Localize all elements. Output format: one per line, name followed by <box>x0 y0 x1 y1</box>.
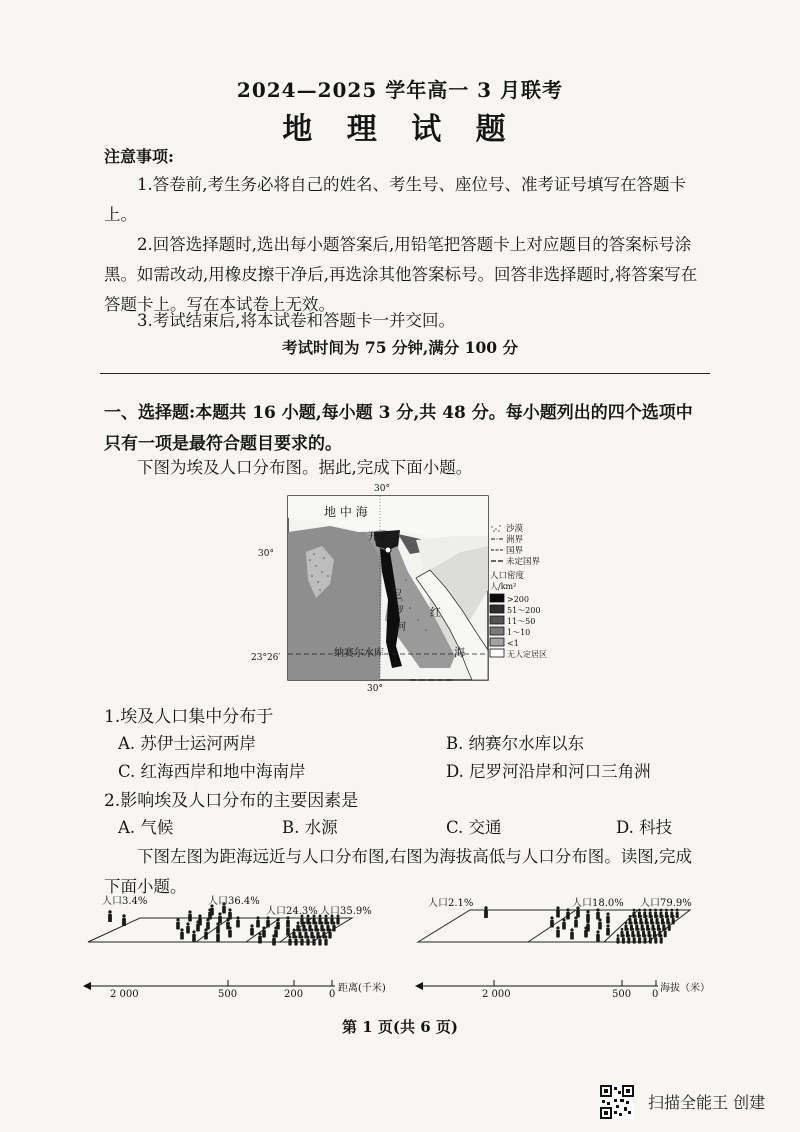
tick-0: 0 <box>652 989 659 1000</box>
legend-swatch <box>490 638 504 646</box>
label-pop-79.9: 人口79.9% <box>640 898 692 909</box>
person-icon <box>633 934 636 937</box>
person-icon <box>654 934 657 937</box>
person-icon <box>301 936 304 939</box>
person-icon <box>204 932 208 940</box>
map-lon-top: 30° <box>374 484 390 494</box>
qr-code-icon <box>600 1085 634 1119</box>
map-sea-label: 地 中 海 <box>324 505 368 519</box>
person-icon <box>329 929 332 932</box>
notice-heading: 注意事项: <box>104 147 174 166</box>
person-icon <box>616 937 619 943</box>
person-icon <box>305 929 308 932</box>
person-icon <box>216 930 219 933</box>
tick-500: 500 <box>612 989 632 1000</box>
person-icon <box>192 934 196 942</box>
person-icon <box>629 915 632 918</box>
person-icon <box>286 928 290 936</box>
tick-2000: 2 000 <box>482 989 511 1000</box>
map-city-label: 开罗 <box>368 532 388 543</box>
person-icon <box>196 924 200 932</box>
notice-item-1: 1.答卷前,考生务必将自己的姓名、考生号、座位号、准考证号填写在答题卡上。 <box>104 175 686 224</box>
person-icon <box>566 908 569 911</box>
person-icon <box>312 939 315 946</box>
person-icon <box>638 937 641 943</box>
person-icon <box>622 934 625 937</box>
tick-200: 200 <box>284 989 304 1000</box>
person-icon <box>272 934 275 937</box>
person-icon <box>586 910 589 913</box>
person-icon <box>286 924 289 927</box>
person-icon <box>645 915 648 918</box>
person-icon <box>657 921 660 924</box>
person-icon <box>630 921 633 924</box>
map-lat-tropic: 23°26′ <box>251 653 281 663</box>
person-icon <box>570 932 574 940</box>
person-icon <box>643 909 646 912</box>
egypt-population-map <box>250 480 547 695</box>
label-pop-24.3: 人口24.3% <box>266 906 318 917</box>
person-icon <box>668 921 671 924</box>
legend-swatch <box>490 605 504 613</box>
map-river-label-2: 罗 <box>394 606 404 617</box>
person-icon <box>108 914 112 922</box>
person-icon <box>256 920 260 928</box>
legend-swatch <box>490 616 504 624</box>
label-pop-3.4: 人口3.4% <box>102 896 148 907</box>
person-icon <box>176 918 179 921</box>
person-icon <box>649 909 652 912</box>
person-icon <box>664 931 667 937</box>
person-icon <box>317 929 320 932</box>
legend-density-class: >200 <box>507 595 529 604</box>
person-icon <box>321 922 324 925</box>
tick-500: 500 <box>218 989 238 1000</box>
person-icon <box>228 926 231 929</box>
person-icon <box>635 921 638 924</box>
person-icon <box>327 922 330 925</box>
person-icon <box>299 929 302 932</box>
legend-density-class: <1 <box>507 639 519 648</box>
person-icon <box>662 921 665 924</box>
q1-option-d: D. 尼罗河沿岸和河口三角洲 <box>446 762 651 781</box>
person-icon <box>661 915 664 918</box>
people-icons <box>484 906 679 943</box>
person-icon <box>633 937 636 943</box>
person-icon <box>228 912 232 920</box>
person-icon <box>303 922 306 925</box>
person-icon <box>606 928 610 936</box>
legend-density-class: 51～200 <box>507 606 541 615</box>
person-icon <box>598 922 602 930</box>
person-icon <box>293 929 296 932</box>
person-icon <box>325 936 328 939</box>
person-icon <box>204 928 207 931</box>
person-icon <box>309 922 312 925</box>
person-icon <box>584 930 588 938</box>
person-icon <box>644 934 647 937</box>
person-icon <box>649 934 652 937</box>
q2-option-c: C. 交通 <box>446 818 502 837</box>
person-icon <box>288 939 291 946</box>
q1-option-c: C. 红海西岸和地中海南岸 <box>118 762 306 781</box>
person-icon <box>188 914 192 922</box>
legend-swatch <box>490 649 504 657</box>
watermark-text: 扫描全能王 创建 <box>648 1093 766 1112</box>
person-icon <box>262 930 266 938</box>
map-river-label-1: 尼 <box>392 590 402 601</box>
person-icon <box>311 929 314 932</box>
person-icon <box>617 934 620 937</box>
person-icon <box>627 937 630 943</box>
person-icon <box>122 914 125 917</box>
exam-time: 考试时间为 75 分钟,满分 100 分 <box>282 338 518 357</box>
person-icon <box>228 930 232 938</box>
person-icon <box>188 910 191 913</box>
notice-item-2: 2.回答选择题时,选出每小题答案后,用铅笔把答题卡上对应题目的答案标号涂黑。如需改动,用橡皮擦干净后,再选涂其他答案标号。回答非选择题时,将答案写在答题卡上。写在本试卷上无效。 <box>104 235 698 314</box>
person-icon <box>319 936 322 939</box>
person-icon <box>570 928 573 931</box>
person-icon <box>646 921 649 924</box>
person-icon <box>641 921 644 924</box>
map-red-sea-label-2: 海 <box>454 646 465 659</box>
person-icon <box>218 916 222 924</box>
divider <box>100 373 710 374</box>
person-icon <box>627 934 630 937</box>
person-icon <box>562 918 565 921</box>
person-icon <box>652 921 655 924</box>
person-icon <box>586 914 590 922</box>
person-icon <box>228 908 231 911</box>
person-icon <box>660 937 663 943</box>
person-icon <box>654 937 657 943</box>
label-pop-18.0: 人口18.0% <box>572 898 624 909</box>
person-icon <box>108 910 111 913</box>
legend-swatch <box>490 594 504 602</box>
legend-density-class: 11～50 <box>507 617 536 626</box>
map-lat-30: 30° <box>258 549 274 559</box>
person-icon <box>180 928 183 931</box>
person-icon <box>598 918 601 921</box>
person-icon <box>672 915 675 918</box>
person-icon <box>556 906 559 909</box>
person-icon <box>210 908 214 916</box>
person-icon <box>250 924 253 927</box>
person-icon <box>622 937 625 943</box>
person-icon <box>584 926 587 929</box>
person-icon <box>122 918 126 926</box>
person-icon <box>336 918 339 925</box>
person-icon <box>318 939 321 946</box>
section-heading: 一、选择题:本题共 16 小题,每小题 3 分,共 48 分。每小题列出的四个选项中只有一项是最符合题目要求的。 <box>104 403 693 454</box>
person-icon <box>656 915 659 918</box>
person-icon <box>186 926 190 934</box>
tick-2000: 2 000 <box>110 989 139 1000</box>
person-icon <box>272 938 276 946</box>
person-icon <box>660 909 663 912</box>
person-icon <box>670 909 673 912</box>
person-icon <box>180 932 184 940</box>
person-icon <box>307 936 310 939</box>
legend-density-class: 1～10 <box>507 628 531 637</box>
person-icon <box>672 918 675 924</box>
person-icon <box>289 936 292 939</box>
legend-undefined-border: 未定国界 <box>506 557 541 567</box>
question-1-stem: 1.埃及人口集中分布于 <box>104 707 274 727</box>
person-icon <box>276 918 279 921</box>
person-icon <box>668 924 671 930</box>
person-icon <box>642 928 645 931</box>
person-icon <box>562 922 566 930</box>
person-icon <box>300 939 303 946</box>
exam-subtitle: 2024—2025 学年高一 3 月联考 <box>236 78 564 102</box>
person-icon <box>196 920 199 923</box>
person-icon <box>638 909 641 912</box>
person-icon <box>262 926 265 929</box>
label-pop-2.1: 人口2.1% <box>428 898 474 909</box>
legend-border: 国界 <box>506 546 524 556</box>
person-icon <box>556 930 560 938</box>
person-icon <box>676 912 679 918</box>
person-icon <box>176 922 180 930</box>
person-icon <box>631 928 634 931</box>
person-icon <box>638 934 641 937</box>
intro-map: 下图为埃及人口分布图。据此,完成下面小题。 <box>137 458 473 477</box>
person-icon <box>297 922 300 925</box>
person-icon <box>236 916 239 919</box>
person-icon <box>323 929 326 932</box>
person-icon <box>324 939 327 946</box>
intro-charts: 下图左图为距海远近与人口分布图,右图为海拔高低与人口分布图。读图,完成下面小题。 <box>104 847 692 896</box>
legend-continent: 洲界 <box>506 535 524 545</box>
person-icon <box>653 928 656 931</box>
person-icon <box>649 937 652 943</box>
map-lon-bottom: 30° <box>367 684 383 694</box>
person-icon <box>643 937 646 943</box>
person-icon <box>550 916 553 919</box>
legend-desert: 沙漠 <box>506 524 524 534</box>
person-icon <box>258 936 262 944</box>
person-icon <box>206 922 210 930</box>
person-icon <box>222 906 226 914</box>
person-icon <box>664 928 667 931</box>
person-icon <box>648 928 651 931</box>
axis-distance: 距离(千米) <box>338 983 386 994</box>
person-icon <box>295 936 298 939</box>
person-icon <box>660 934 663 937</box>
person-icon <box>596 912 600 920</box>
person-icon <box>574 916 577 919</box>
person-icon <box>328 932 331 939</box>
person-icon <box>216 922 219 925</box>
person-icon <box>639 915 642 918</box>
person-icon <box>333 922 336 925</box>
person-icon <box>274 926 277 929</box>
person-icon <box>654 909 657 912</box>
person-icon <box>258 932 261 935</box>
map-legend <box>490 523 547 659</box>
person-icon <box>626 928 629 931</box>
altitude-population-chart <box>408 896 708 1001</box>
person-icon <box>250 928 254 936</box>
question-2-stem: 2.影响埃及人口分布的主要因素是 <box>104 791 359 811</box>
person-icon <box>574 920 578 928</box>
person-icon <box>218 912 221 915</box>
legend-density-unit: 人/km² <box>490 582 517 591</box>
person-icon <box>676 909 679 912</box>
person-icon <box>634 915 637 918</box>
person-icon <box>606 912 609 915</box>
legend-density-title: 人口密度 <box>490 571 525 581</box>
person-icon <box>621 928 624 931</box>
person-icon <box>294 939 297 946</box>
person-icon <box>313 936 316 939</box>
person-icon <box>596 934 600 942</box>
person-icon <box>556 910 560 918</box>
q2-option-b: B. 水源 <box>282 818 338 837</box>
tick-0: 0 <box>329 989 336 1000</box>
person-icon <box>226 918 229 921</box>
person-icon <box>650 915 653 918</box>
person-icon <box>306 939 309 946</box>
person-icon <box>206 918 209 921</box>
q1-option-b: B. 纳赛尔水库以东 <box>446 734 585 753</box>
person-icon <box>625 921 628 924</box>
axis-altitude: 海拔（米） <box>660 983 710 994</box>
person-icon <box>484 910 488 918</box>
person-icon <box>332 925 335 932</box>
person-icon <box>606 924 609 927</box>
map-river-label-3: 河 <box>396 622 406 633</box>
label-pop-36.4: 人口36.4% <box>208 896 260 907</box>
person-icon <box>484 906 487 909</box>
legend-density-class: 无人定居区 <box>507 650 547 659</box>
person-icon <box>566 912 570 920</box>
person-icon <box>637 928 640 931</box>
person-icon <box>665 909 668 912</box>
person-icon <box>586 920 589 923</box>
person-icon <box>658 928 661 931</box>
map-red-sea-label-1: 红 <box>430 606 441 619</box>
label-pop-35.9: 人口35.9% <box>320 906 372 917</box>
person-icon <box>550 920 554 928</box>
person-icon <box>186 922 189 925</box>
q2-option-a: A. 气候 <box>118 818 174 837</box>
person-icon <box>576 910 580 918</box>
person-icon <box>198 914 201 917</box>
page-footer: 第 1 页(共 6 页) <box>342 1018 458 1036</box>
person-icon <box>606 916 610 924</box>
q2-option-d: D. 科技 <box>616 818 673 837</box>
person-icon <box>236 920 240 928</box>
person-icon <box>256 916 259 919</box>
person-icon <box>556 926 559 929</box>
person-icon <box>596 930 599 933</box>
person-icon <box>192 930 195 933</box>
person-icon <box>315 922 318 925</box>
person-icon <box>666 915 669 918</box>
person-icon <box>266 920 270 928</box>
map-reservoir-label: 纳赛尔水库 <box>334 648 384 659</box>
notice-item-3: 3.考试结束后,将本试卷和答题卡一并交回。 <box>137 311 455 330</box>
q1-option-a: A. 苏伊士运河两岸 <box>118 734 256 753</box>
legend-swatch <box>490 627 504 635</box>
page-title: 地 理 试 题 <box>282 112 518 147</box>
distance-population-chart <box>80 896 386 1001</box>
person-icon <box>633 909 636 912</box>
person-icon <box>216 934 220 942</box>
